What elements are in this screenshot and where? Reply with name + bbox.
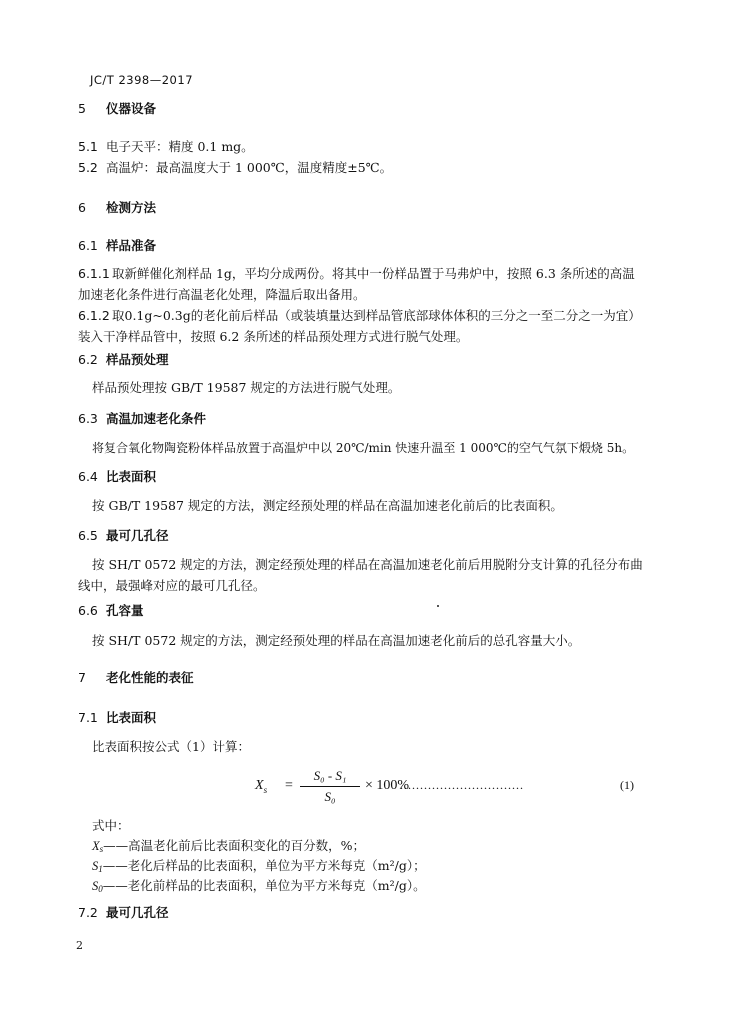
section-number: 7 [78, 670, 86, 685]
section-7-heading [78, 670, 194, 686]
section-title: 比表面积 [106, 469, 157, 484]
section-number: 7.2 [78, 905, 98, 920]
section-6-4-heading [78, 469, 156, 485]
clause-number: 6.1.2 [78, 308, 110, 323]
section-6-6-heading [78, 603, 144, 619]
fraction-bar [300, 786, 360, 787]
clause-number: 6.1.1 [78, 266, 110, 281]
section-6-6-text: 按 SH/T 0572 规定的方法，测定经预处理的样品在高温加速老化前后的总孔容量大小。 [92, 633, 581, 648]
section-title: 孔容量 [106, 603, 144, 618]
clause-6-1-1-line1 [78, 266, 635, 282]
section-7-2-heading [78, 905, 169, 921]
clause-text: 高温炉：最高温度大于 1 000℃，温度精度±5℃。 [106, 160, 393, 175]
section-title: 高温加速老化条件 [106, 411, 207, 426]
section-6-3-text: 将复合氧化物陶瓷粉体样品放置于高温炉中以 20℃/min 快速升温至 1 000℃的空气气氛下煅烧 5h。 [92, 441, 635, 455]
section-title: 老化性能的表征 [106, 670, 194, 685]
formula-1 [255, 768, 635, 810]
scan-speck [437, 605, 439, 607]
clause-text: 电子天平：精度 0.1 mg。 [106, 139, 254, 154]
where-item-s0: $S_0——$老化前样品的比表面积，单位为平方米每克（m²/g）。 [92, 878, 426, 894]
formula-times: × 100% [365, 778, 410, 793]
clause-number: 5.2 [78, 160, 98, 175]
clause-number: 5.1 [78, 139, 98, 154]
clause-6-1-2-line1 [78, 308, 641, 324]
clause-text: 取新鲜催化剂样品 1g，平均分成两份。将其中一份样品置于马弗炉中，按照 6.3 条所述的高温 [112, 266, 635, 281]
section-6-3-heading [78, 411, 206, 427]
section-7-1-intro: 比表面积按公式（1）计算： [92, 739, 250, 754]
page-number: 2 [76, 939, 83, 952]
section-6-4-text: 按 GB/T 19587 规定的方法，测定经预处理的样品在高温加速老化前后的比表面积。 [92, 498, 563, 513]
where-item-s1: $S_1——$老化后样品的比表面积，单位为平方米每克（m²/g）； [92, 858, 426, 874]
section-number: 6.3 [78, 411, 98, 426]
section-number: 6.1 [78, 238, 98, 253]
formula-numerator: S₀ - S₁ [313, 768, 347, 783]
section-number: 6.4 [78, 469, 98, 484]
section-6-heading [78, 200, 156, 216]
section-title: 样品准备 [106, 238, 157, 253]
formula-fraction [300, 768, 360, 805]
standard-header: JC/T 2398—2017 [90, 73, 194, 87]
formula-leader-dots: ............................... [400, 778, 524, 792]
section-title: 最可几孔径 [106, 905, 169, 920]
clause-5-1 [78, 139, 254, 155]
section-title: 检测方法 [106, 200, 157, 215]
clause-5-2 [78, 160, 392, 176]
section-6-1-heading [78, 238, 156, 254]
section-6-2-text: 样品预处理按 GB/T 19587 规定的方法进行脱气处理。 [92, 380, 401, 395]
where-item-xs: $X_s——$高温老化前后比表面积变化的百分数，%； [92, 838, 366, 854]
formula-lhs: $X_s$ [255, 778, 268, 795]
clause-6-1-1-line2: 加速老化条件进行高温老化处理，降温后取出备用。 [78, 287, 366, 302]
formula-equals: = [285, 778, 293, 793]
clause-text: 取0.1g~0.3g的老化前后样品（或装填量达到样品管底部球体体积的三分之一至二分之一为宜） [112, 308, 641, 323]
section-6-5-line2: 线中，最强峰对应的最可几孔径。 [78, 578, 266, 593]
section-6-5-heading [78, 528, 169, 544]
section-number: 6.6 [78, 603, 98, 618]
section-6-5-line1: 按 SH/T 0572 规定的方法，测定经预处理的样品在高温加速老化前后用脱附分支计算的孔径分布曲 [92, 557, 643, 572]
section-number: 6 [78, 200, 86, 215]
section-title: 仪器设备 [106, 101, 157, 116]
clause-6-1-2-line2: 装入干净样品管中，按照 6.2 条所述的样品预处理方式进行脱气处理。 [78, 329, 469, 344]
section-title: 比表面积 [106, 710, 157, 725]
section-7-1-heading [78, 710, 156, 726]
section-number: 6.2 [78, 352, 98, 367]
section-title: 样品预处理 [106, 352, 169, 367]
where-label: 式中： [92, 818, 130, 833]
formula-number: (1) [620, 778, 634, 792]
section-title: 最可几孔径 [106, 528, 169, 543]
section-number: 7.1 [78, 710, 98, 725]
section-number: 5 [78, 101, 86, 116]
section-5-heading [78, 101, 156, 117]
formula-denominator: S₀ [324, 789, 336, 804]
section-number: 6.5 [78, 528, 98, 543]
section-6-2-heading [78, 352, 169, 368]
